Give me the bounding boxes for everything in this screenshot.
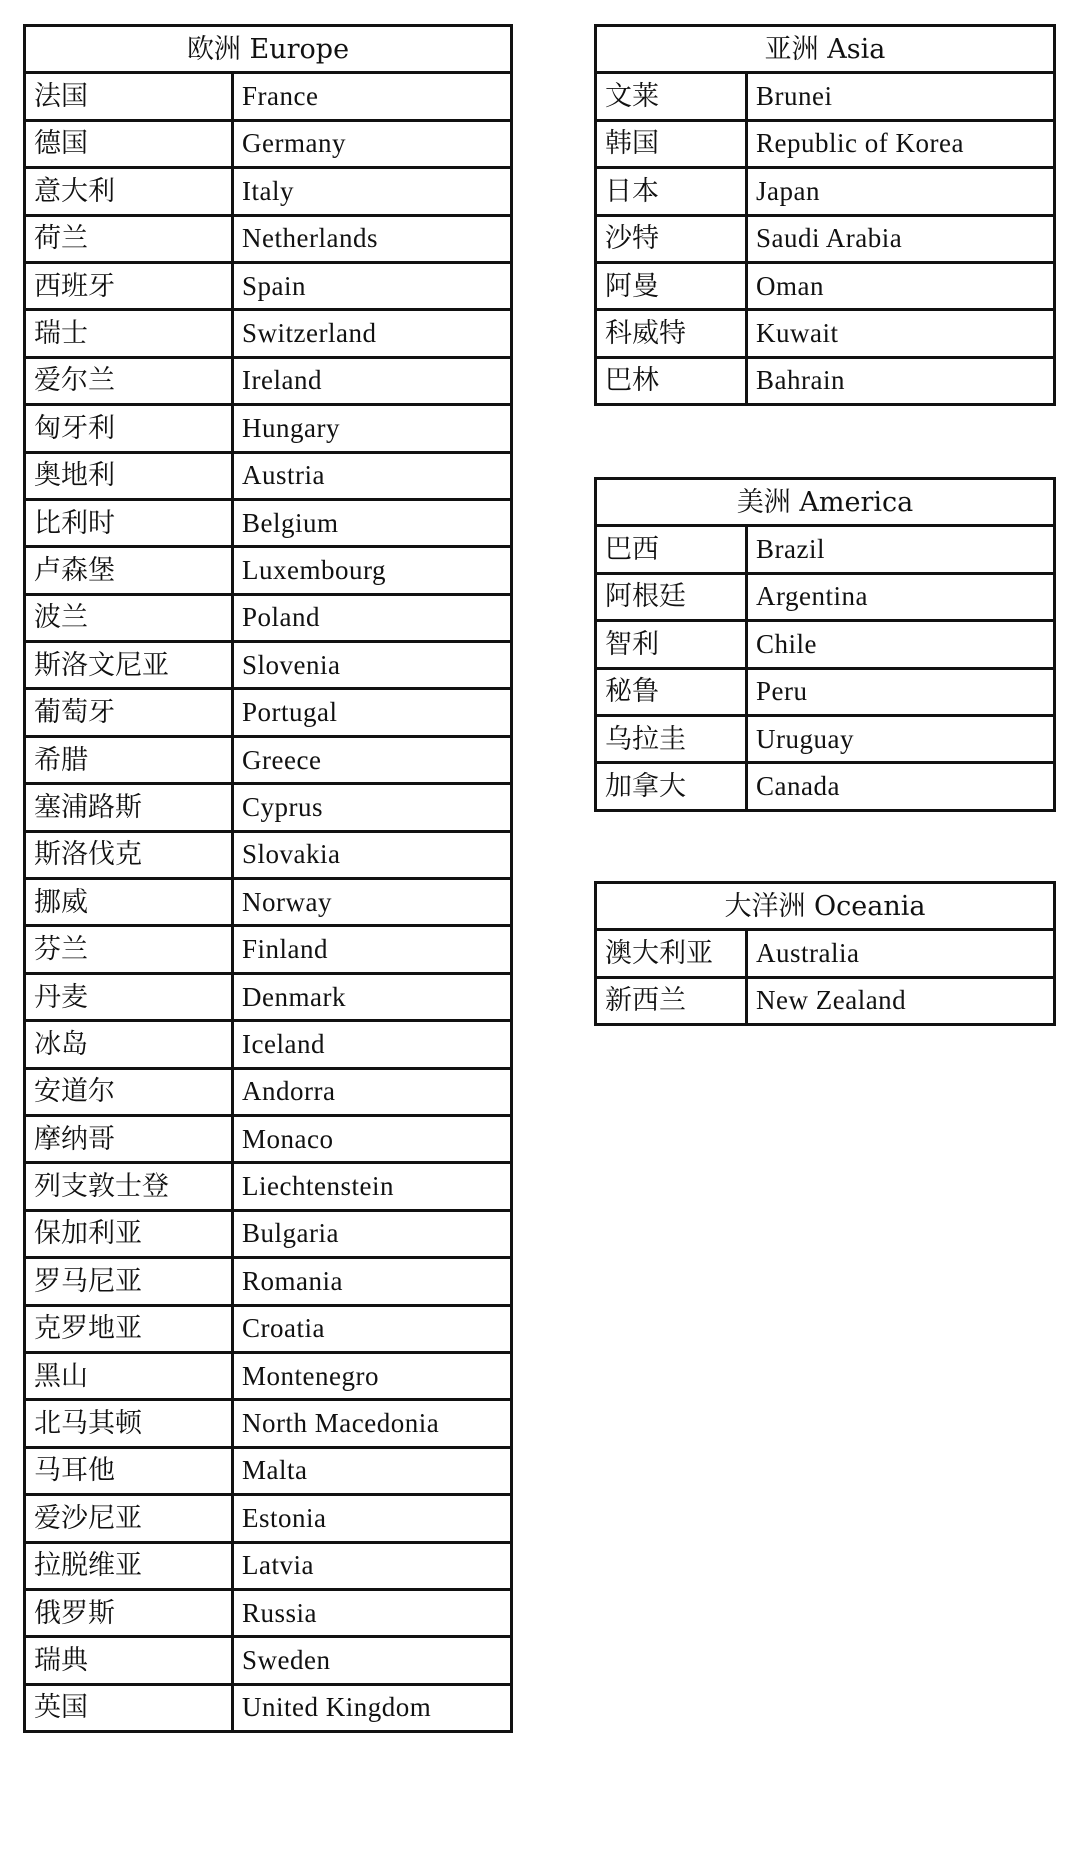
table-row [25,1684,512,1731]
english-name-cell: New Zealand [747,977,1055,1024]
table-row [596,930,1055,977]
table-row [25,1305,512,1352]
english-name-cell: Bahrain [747,357,1055,404]
table-title: 美洲 America [596,479,1055,526]
table-row [25,1258,512,1305]
english-name-cell: Finland [233,926,512,973]
table-row [25,784,512,831]
english-name-cell: Canada [747,763,1055,810]
america-table [594,477,1056,812]
oceania-table [594,881,1056,1026]
chinese-name-cell: 日本 [596,168,747,215]
table-row [25,879,512,926]
english-name-cell: Italy [233,168,512,215]
english-name-cell: Belgium [233,499,512,546]
english-name-cell: Japan [747,168,1055,215]
table-row [596,573,1055,620]
table-row [25,736,512,783]
chinese-name-cell: 芬兰 [25,926,233,973]
english-name-cell: Slovenia [233,642,512,689]
chinese-name-cell: 拉脱维亚 [25,1542,233,1589]
english-name-cell: Andorra [233,1068,512,1115]
english-name-cell: Monaco [233,1115,512,1162]
table-row [25,357,512,404]
chinese-name-cell: 巴林 [596,357,747,404]
table-row [25,452,512,499]
chinese-name-cell: 塞浦路斯 [25,784,233,831]
table-row [25,120,512,167]
english-name-cell: Norway [233,879,512,926]
english-name-cell: Peru [747,668,1055,715]
table-row [596,357,1055,404]
chinese-name-cell: 奥地利 [25,452,233,499]
chinese-name-cell: 西班牙 [25,262,233,309]
table-row [596,73,1055,120]
table-row [596,763,1055,810]
chinese-name-cell: 加拿大 [596,763,747,810]
english-name-cell: Denmark [233,973,512,1020]
chinese-name-cell: 俄罗斯 [25,1589,233,1636]
chinese-name-cell: 马耳他 [25,1447,233,1494]
english-name-cell: Chile [747,621,1055,668]
table-row [25,831,512,878]
english-name-cell: Switzerland [233,310,512,357]
english-name-cell: Latvia [233,1542,512,1589]
table-title: 大洋洲 Oceania [596,883,1055,930]
english-name-cell: Republic of Korea [747,120,1055,167]
chinese-name-cell: 乌拉圭 [596,715,747,762]
chinese-name-cell: 安道尔 [25,1068,233,1115]
table-row [25,1400,512,1447]
chinese-name-cell: 卢森堡 [25,547,233,594]
english-name-cell: Austria [233,452,512,499]
europe-table [23,24,513,1733]
table-row [25,73,512,120]
chinese-name-cell: 挪威 [25,879,233,926]
chinese-name-cell: 北马其顿 [25,1400,233,1447]
english-name-cell: Brunei [747,73,1055,120]
chinese-name-cell: 荷兰 [25,215,233,262]
table-row [25,1115,512,1162]
table-row [25,1068,512,1115]
table-row [25,1447,512,1494]
table-row [25,1637,512,1684]
table-row [25,1021,512,1068]
english-name-cell: Greece [233,736,512,783]
chinese-name-cell: 瑞典 [25,1637,233,1684]
english-name-cell: Croatia [233,1305,512,1352]
chinese-name-cell: 巴西 [596,526,747,573]
table-row [596,215,1055,262]
chinese-name-cell: 葡萄牙 [25,689,233,736]
table-row [596,668,1055,715]
table-row [25,405,512,452]
table-row [25,926,512,973]
chinese-name-cell: 希腊 [25,736,233,783]
english-name-cell: Iceland [233,1021,512,1068]
chinese-name-cell: 秘鲁 [596,668,747,715]
table-row [596,310,1055,357]
english-name-cell: Montenegro [233,1352,512,1399]
chinese-name-cell: 黑山 [25,1352,233,1399]
table-row [596,120,1055,167]
table-row [25,1542,512,1589]
chinese-name-cell: 沙特 [596,215,747,262]
english-name-cell: Slovakia [233,831,512,878]
english-name-cell: France [233,73,512,120]
table-row [25,1495,512,1542]
table-row [596,977,1055,1024]
english-name-cell: Bulgaria [233,1210,512,1257]
english-name-cell: Ireland [233,357,512,404]
table-row [25,1352,512,1399]
english-name-cell: Brazil [747,526,1055,573]
chinese-name-cell: 斯洛伐克 [25,831,233,878]
english-name-cell: Spain [233,262,512,309]
english-name-cell: Liechtenstein [233,1163,512,1210]
english-name-cell: Romania [233,1258,512,1305]
english-name-cell: Poland [233,594,512,641]
english-name-cell: Australia [747,930,1055,977]
table-row [25,168,512,215]
table-row [25,1210,512,1257]
table-row [596,526,1055,573]
english-name-cell: North Macedonia [233,1400,512,1447]
english-name-cell: Hungary [233,405,512,452]
asia-table [594,24,1056,406]
chinese-name-cell: 爱沙尼亚 [25,1495,233,1542]
chinese-name-cell: 韩国 [596,120,747,167]
table-row [25,547,512,594]
table-row [25,594,512,641]
chinese-name-cell: 阿曼 [596,262,747,309]
chinese-name-cell: 德国 [25,120,233,167]
chinese-name-cell: 罗马尼亚 [25,1258,233,1305]
chinese-name-cell: 丹麦 [25,973,233,1020]
english-name-cell: Russia [233,1589,512,1636]
english-name-cell: Portugal [233,689,512,736]
english-name-cell: Saudi Arabia [747,215,1055,262]
english-name-cell: United Kingdom [233,1684,512,1731]
table-row [25,262,512,309]
english-name-cell: Kuwait [747,310,1055,357]
chinese-name-cell: 新西兰 [596,977,747,1024]
table-title: 亚洲 Asia [596,26,1055,73]
chinese-name-cell: 澳大利亚 [596,930,747,977]
table-row [25,642,512,689]
table-row [25,1589,512,1636]
table-row [596,715,1055,762]
chinese-name-cell: 摩纳哥 [25,1115,233,1162]
chinese-name-cell: 瑞士 [25,310,233,357]
chinese-name-cell: 波兰 [25,594,233,641]
chinese-name-cell: 匈牙利 [25,405,233,452]
english-name-cell: Germany [233,120,512,167]
chinese-name-cell: 冰岛 [25,1021,233,1068]
chinese-name-cell: 文莱 [596,73,747,120]
table-row [25,973,512,1020]
chinese-name-cell: 科威特 [596,310,747,357]
english-name-cell: Netherlands [233,215,512,262]
table-row [596,168,1055,215]
english-name-cell: Sweden [233,1637,512,1684]
table-row [596,262,1055,309]
chinese-name-cell: 克罗地亚 [25,1305,233,1352]
table-row [596,621,1055,668]
chinese-name-cell: 法国 [25,73,233,120]
english-name-cell: Uruguay [747,715,1055,762]
table-row [25,215,512,262]
chinese-name-cell: 智利 [596,621,747,668]
chinese-name-cell: 爱尔兰 [25,357,233,404]
chinese-name-cell: 阿根廷 [596,573,747,620]
english-name-cell: Malta [233,1447,512,1494]
chinese-name-cell: 英国 [25,1684,233,1731]
table-title: 欧洲 Europe [25,26,512,73]
table-row [25,310,512,357]
table-row [25,499,512,546]
chinese-name-cell: 保加利亚 [25,1210,233,1257]
chinese-name-cell: 列支敦士登 [25,1163,233,1210]
english-name-cell: Oman [747,262,1055,309]
chinese-name-cell: 意大利 [25,168,233,215]
table-row [25,1163,512,1210]
chinese-name-cell: 斯洛文尼亚 [25,642,233,689]
table-row [25,689,512,736]
english-name-cell: Estonia [233,1495,512,1542]
english-name-cell: Cyprus [233,784,512,831]
chinese-name-cell: 比利时 [25,499,233,546]
english-name-cell: Argentina [747,573,1055,620]
english-name-cell: Luxembourg [233,547,512,594]
